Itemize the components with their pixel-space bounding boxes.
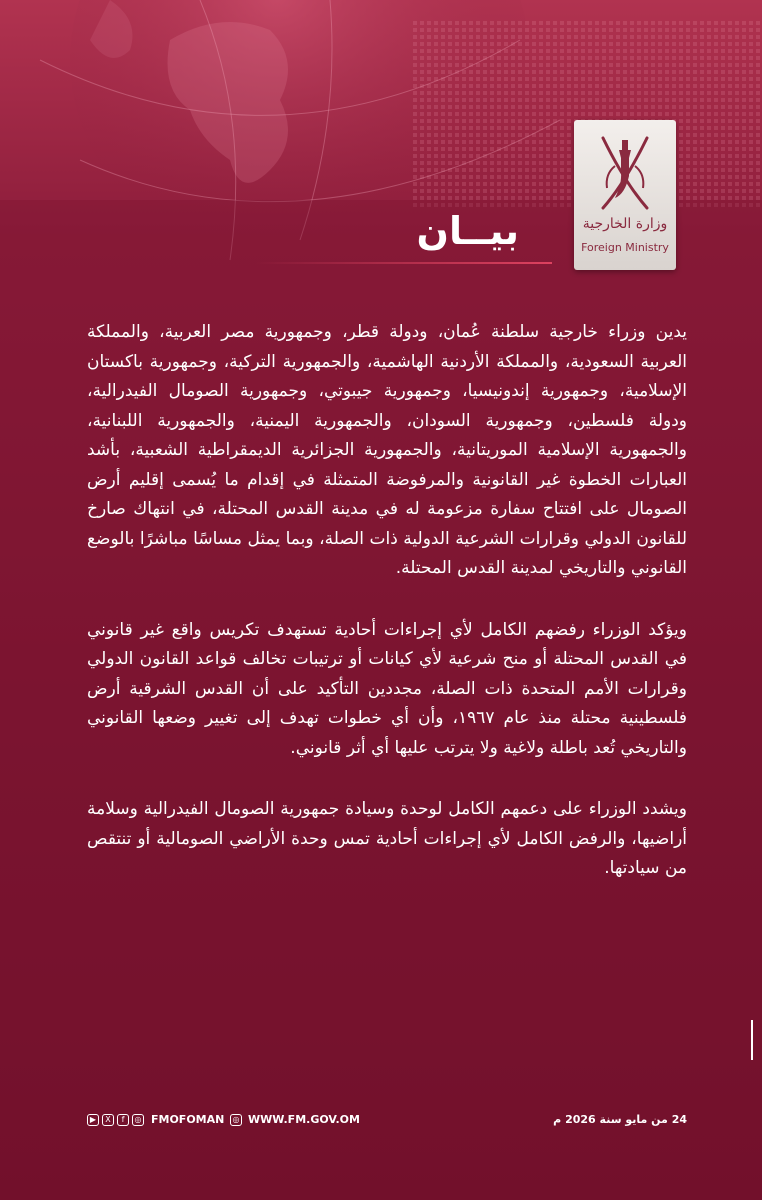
social-handle[interactable]: FMOFOMAN [151, 1113, 225, 1126]
youtube-icon[interactable]: ▶ [87, 1114, 99, 1126]
instagram-icon[interactable]: ◎ [132, 1114, 144, 1126]
social-handle-group [87, 1113, 224, 1126]
facebook-icon[interactable]: f [117, 1114, 129, 1126]
edge-divider [751, 1020, 753, 1060]
statement-paragraph-1: يدين وزراء خارجية سلطنة عُمان، ودولة قطر، وجمهورية مصر العربية، والمملكة العربية السعودية، والمملكة الأردنية الهاشمية، والجمهورية التركية، وجمهورية باكستان الإسلامية، وجمهورية إندونيسيا، وجمهورية جيبوتي، وجمهورية الصومال الفيدرالية، ودولة فلسطين، وجمهورية السودان، والجمهورية اليمنية، والجمهورية اللبنانية، والجمهورية الإسلامية الموريتانية، والجمهورية الجزائرية الديمقراطية الشعبية، بأشد العبارات الخطوة غير القانونية والمرفوضة المتمثلة في إقدام ما يُسمى إقليم أرض الصومال على افتتاح سفارة مزعومة له في مدينة القدس المحتلة، في انتهاك صارخ للقانون الدولي وقرارات الشرعية الدولية ذات الصلة، وبما يمثل مساسًا مباشرًا بالوضع القانوني والتاريخي لمدينة القدس المحتلة. [87, 322, 687, 578]
statement-body [87, 318, 687, 916]
footer [87, 1113, 687, 1131]
title-underline [256, 262, 552, 264]
statement-title: بيــان [416, 209, 519, 253]
statement-paragraph-2: ويؤكد الوزراء رفضهم الكامل لأي إجراءات أحادية تستهدف تكريس واقع غير قانوني في القدس المحتلة أو منح شرعية لأي كيانات أو ترتيبات تخالف قواعد القانون الدولي وقرارات الأمم المتحدة ذات الصلة، مجددين التأكيد على أن القدس الشرقية أرض فلسطينية محتلة منذ عام ١٩٦٧، وأن أي خطوات تهدف إلى تغيير وضعها القانوني والتاريخي تُعد باطلة ولاغية ولا يترتب عليها أي أثر قانوني. [87, 619, 688, 758]
ministry-logo [574, 120, 676, 270]
globe-icon: ◎ [230, 1114, 242, 1126]
x-icon[interactable]: X [102, 1114, 114, 1126]
logo-english-name: Foreign Ministry [581, 241, 669, 254]
khanjar-emblem-icon [595, 128, 655, 218]
website-link[interactable]: WWW.FM.GOV.OM [248, 1113, 360, 1126]
statement-paragraph-3: ويشدد الوزراء على دعمهم الكامل لوحدة وسيادة جمهورية الصومال الفيدرالية وسلامة أراضيها، والرفض الكامل لأي إجراءات أحادية تمس وحدة الأراضي الصومالية أو تنتقص من سيادتها. [87, 799, 687, 878]
website-group [230, 1113, 360, 1126]
logo-arabic-name: وزارة الخارجية [582, 216, 668, 232]
statement-date: 24 من مايو سنة 2026 م [553, 1113, 687, 1126]
